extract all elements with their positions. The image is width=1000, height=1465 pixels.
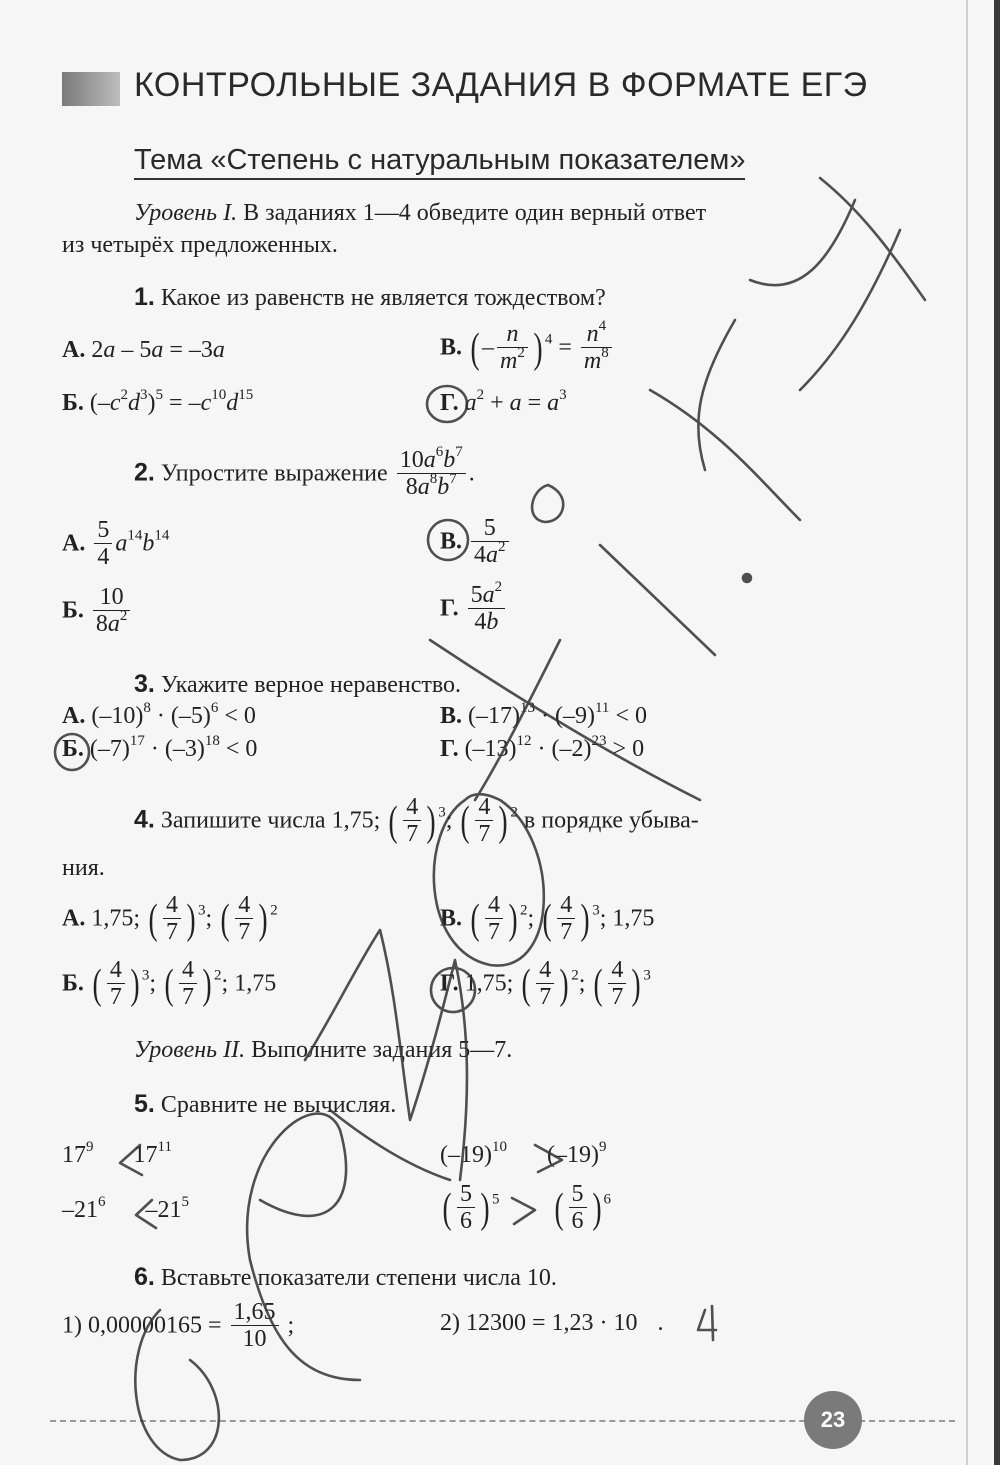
task1-option-b: Б. $(-c^2d^3)^5 = -c^{10}d^{15}$: [62, 387, 254, 416]
scribble-k: [750, 178, 925, 390]
page-number: 23: [804, 1391, 862, 1449]
level1-intro-line2: из четырёх предложенных.: [62, 232, 338, 258]
task3-option-g: Г. $(-13)^{12} \cdot (-2)^{23} > 0$: [440, 733, 645, 762]
scribble-line-diag: [600, 545, 715, 655]
task5-question: 5. Сравните не вычисляя.: [134, 1090, 397, 1118]
task3-question: 3. Укажите верное неравенство.: [134, 670, 462, 698]
scribble-tail: [330, 1110, 450, 1180]
task2-option-g: Г. $\frac{5a^2}{4b}$: [440, 583, 508, 637]
task5-item-3: $-21^6$ $-21^5$: [62, 1194, 189, 1223]
task3-option-b: Б. $(-7)^{17} \cdot (-3)^{18} < 0$: [62, 733, 258, 762]
page-edge: [994, 0, 1000, 1465]
task5-item-1: $17^9$ $17^{11}$: [62, 1139, 172, 1168]
task4-option-v: В. ( $\frac{4}{7}$ ) $^2$; ( $\frac{4}{7}$ ) $^3$; 1,75: [440, 892, 655, 946]
task4-option-a: А. 1,75; ( $\frac{4}{7}$ ) $^3$; ( $\frac{4}{7}$ ) $^2$: [62, 892, 278, 946]
task1-option-a: А. 2a – 5a = –3a: [62, 337, 225, 363]
task3-option-v: В. $(-17)^{13} \cdot (-9)^{11} < 0$: [440, 700, 647, 729]
task4-option-b: Б. ( $\frac{4}{7}$ ) $^3$; ( $\frac{4}{7}$ ) $^2$; 1,75: [62, 957, 277, 1011]
task2-option-a: А. $\frac{5}{4}$ $a^{14}b^{14}$: [62, 517, 170, 571]
handwritten-four: [698, 1306, 716, 1340]
task2-option-v: В. $\frac{5}{4a^2}$: [440, 516, 512, 570]
task6-part2: 2) 12300 = 1,23 · 10 .: [440, 1310, 664, 1336]
task1-option-g: Г. $a^2 + a = a^3$: [440, 387, 567, 416]
task2-option-b: Б. $\frac{10}{8a^2}$: [62, 585, 133, 639]
page-edge-shadow: [966, 0, 968, 1465]
level2-intro: Уровень II. Выполните задания 5—7.: [134, 1037, 513, 1063]
task3-option-a: А. $(-10)^8 \cdot (-5)^6 < 0$: [62, 700, 256, 729]
task6-question: 6. Вставьте показатели степени числа 10.: [134, 1263, 557, 1291]
task1-question: 1. Какое из равенств не является тождеством?: [134, 283, 606, 311]
task1-option-v: В. ( – $\frac{n}{m^2}$ ) $^4$ = $\frac{n^4}{m^8}$: [440, 322, 615, 376]
task2-question: 2. Упростите выражение $\frac{10a^6b^7}{8a^8b^7}$ .: [134, 444, 475, 501]
task5-item-2: $(-19)^{10}$ $(-19)^9$: [440, 1139, 607, 1168]
section-title: КОНТРОЛЬНЫЕ ЗАДАНИЯ В ФОРМАТЕ ЕГЭ: [134, 66, 868, 104]
header-bar-decoration: [62, 72, 120, 106]
topic-title: Тема «Степень с натуральным показателем»: [134, 144, 745, 180]
task4-option-g: Г. 1,75; ( $\frac{4}{7}$ ) $^2$; ( $\frac{4}{7}$ ) $^3$: [440, 957, 651, 1011]
task6-part1: 1) 0,00000165 = $\frac{1,65}{10}$ ;: [62, 1299, 295, 1353]
task4-question-line2: ния.: [62, 855, 105, 881]
task5-item-4: ( $\frac{5}{6}$ ) $^5$ ( $\frac{5}{6}$ ) $^6$: [442, 1181, 611, 1235]
task4-question: 4. Запишите числа 1,75; ( $\frac{4}{7}$ ) $^3$; ( $\frac{4}{7}$ ) $^2$ в порядке убыва-: [134, 794, 699, 848]
pencil-dot: [743, 574, 751, 582]
scribble-o: [532, 485, 563, 522]
scribble-v-stroke: [650, 320, 800, 520]
level1-intro: Уровень I. В заданиях 1—4 обведите один верный ответ: [134, 200, 707, 226]
